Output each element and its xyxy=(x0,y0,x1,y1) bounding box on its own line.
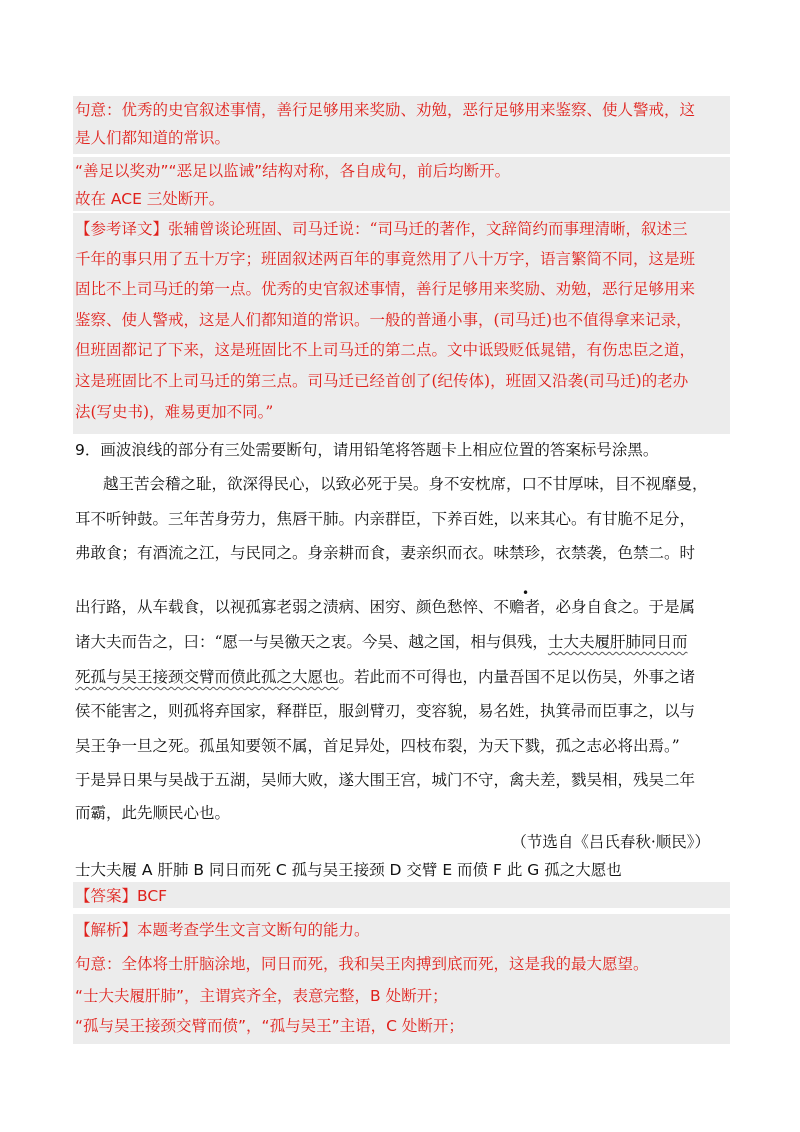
question-stem: 9．画波浪线的部分有三处需要断句，请用铅笔将答题卡上相应位置的答案标号涂黑。 xyxy=(75,441,659,459)
passage-line: 而霸，此先顺民心也。 xyxy=(75,804,231,822)
passage-text: 。若此而不可得也，内量吾国不足以伤吴，外事之诸 xyxy=(338,668,696,686)
answer-meaning: 句意：全体将士肝脑涂地，同日而死，我和吴王肉搏到底而死，这是我的最大愿望。 xyxy=(75,955,649,973)
answer-label: 【答案】BCF xyxy=(75,887,168,905)
translation-line: 鉴察、使人警戒，这是人们都知道的常识。一般的普通小事，(司马迁)也不值得拿来记录， xyxy=(75,311,692,329)
passage-line: 越王苦会稽之耻，欲深得民心，以致必死于吴。身不安枕席，口不甘厚味，目不视靡曼， xyxy=(103,475,708,493)
translation-line: 这是班固比不上司马迁的第三点。司马迁已经首创了(纪传体)，班固又沿袭(司马迁)的老办 xyxy=(75,372,689,390)
translation-line: 法(写史书)，难易更加不同。” xyxy=(75,403,274,421)
wavy-underlined-text: 死孤与吴王接颈交臂而偾此孤之大愿也 xyxy=(75,668,339,686)
passage-line: 弗敢食；有酒流之江，与民同之。身亲耕而食，妻亲织而衣。味禁珍，衣禁袭，色禁二。时 xyxy=(75,544,696,562)
analysis-line: 句意：优秀的史官叙述事情，善行足够用来奖励、劝勉，恶行足够用来鉴察、使人警戒，这 xyxy=(75,101,696,119)
passage-source: （节选自《吕氏春秋·顺民》） xyxy=(511,833,710,851)
wavy-underlined-text: 士大夫履肝肺同日而 xyxy=(547,633,688,651)
analysis-line: 故在 ACE 三处断开。 xyxy=(75,190,225,208)
passage-line: 吴王争一旦之死。孤虽知要领不属，首足异处，四枝布裂，为天下戮，孤之志必将出焉。” xyxy=(75,737,680,755)
passage-text: 诸大夫而告之，曰：“愿一与吴徼天之衷。今吴、越之国，相与俱残， xyxy=(75,633,548,651)
translation-line: 但班固都记了下来，这是班固比不上司马迁的第二点。文中诋毁贬低晁错，有伤忠臣之道， xyxy=(75,341,696,359)
analysis-label: 【解析】 xyxy=(75,921,138,939)
answer-point: “孤与吴王接颈交臂而偾”，“孤与吴王”主语，C 处断开； xyxy=(75,1017,464,1035)
passage-line: 耳不听钟鼓。三年苦身劳力，焦唇干肺。内亲群臣，下养百姓，以来其心。有甘脆不足分， xyxy=(75,510,696,528)
analysis-line xyxy=(75,919,370,941)
translation-line xyxy=(75,218,687,240)
question-options: 士大夫履 A 肝肺 B 同日而死 C 孤与吴王接颈 D 交臂 E 而偾 F 此 G 孤之大愿也 xyxy=(75,861,622,879)
analysis-line: 是人们都知道的常识。 xyxy=(75,129,231,147)
highlight-block xyxy=(73,882,730,908)
passage-line: 侯不能害之，则孤将弃国家，释群臣，服剑臂刃，变容貌，易名姓，执箕帚而臣事之，以与 xyxy=(75,702,696,720)
translation-line: 千年的事只用了五十万字；班固叙述两百年的事竟然用了八十万字，语言繁简不同，这是班 xyxy=(75,250,696,268)
passage-line: 出行路，从车载食，以视孤寡老弱之渍病、困穷、颜色愁悴、不赡者，必身自食之。于是属 xyxy=(75,598,696,616)
analysis-line: “善足以奖劝”“恶足以监诫”结构对称，各自成句，前后均断开。 xyxy=(75,162,511,180)
translation-line: 固比不上司马迁的第一点。优秀的史官叙述事情，善行足够用来奖励、劝勉，恶行足够用来 xyxy=(75,280,696,298)
answer-point: “士大夫履肝肺”，主谓宾齐全，表意完整，B 处断开； xyxy=(75,987,448,1005)
analysis-text: 本题考查学生文言文断句的能力。 xyxy=(137,921,370,939)
translation-tag: 【参考译文】 xyxy=(75,220,169,238)
passage-line xyxy=(75,631,687,653)
emphasis-dot-mark: • xyxy=(522,586,530,600)
passage-line: 于是异日果与吴战于五湖，吴师大败，遂大围王宫，城门不守，禽夫差，戮吴相，残吴二年 xyxy=(75,771,696,789)
translation-text: 张辅曾谈论班固、司马迁说：“司马迁的著作，文辞简约而事理清晰，叙述三 xyxy=(168,220,688,238)
passage-line xyxy=(75,666,695,688)
